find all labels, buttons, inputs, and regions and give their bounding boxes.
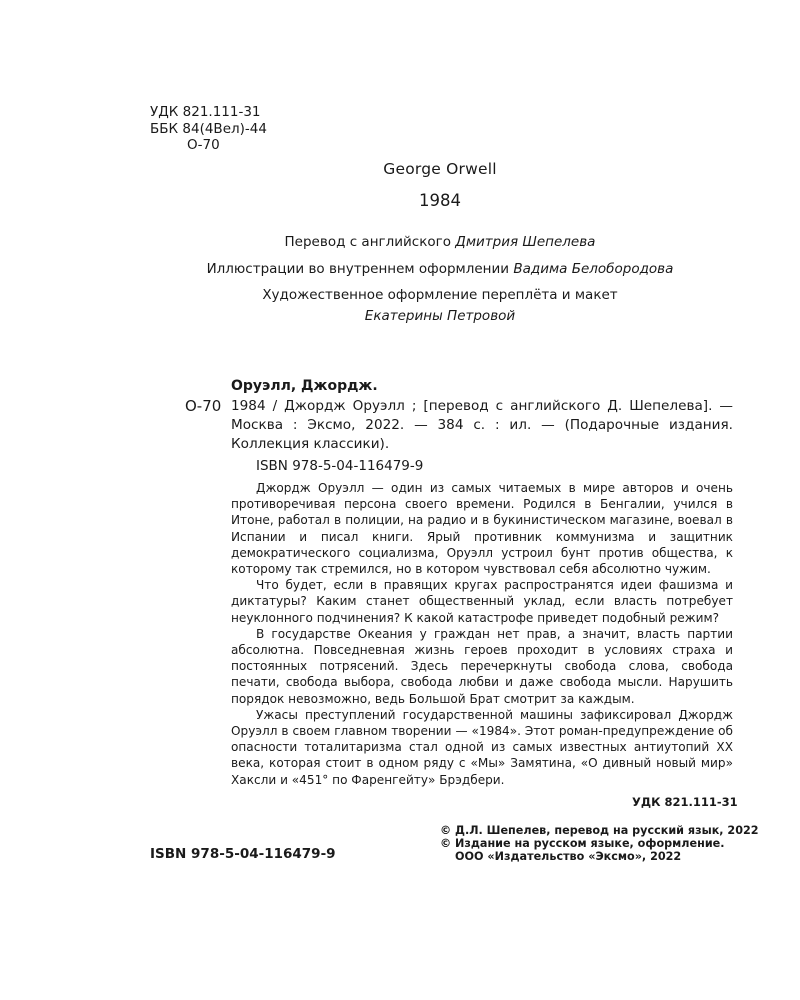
bbk-code: ББК 84(4Вел)-44 [150,120,267,137]
udk-code: УДК 821.111-31 [150,104,261,120]
footer-udk: УДК 821.111-31 [632,795,738,809]
copyright-icon: © [440,824,452,837]
bibliographic-heading: Оруэлл, Джордж. [231,378,378,394]
copyright-block [440,824,759,864]
copyright-line [440,824,759,837]
author-sign: О-70 [187,137,220,153]
book-author: George Orwell [383,160,497,178]
illustrations-credit [140,259,740,279]
annotation-paragraph: Ужасы преступлений государственной машины зафиксировал Джордж Оруэлл в своем главном творении — «1984». Этот роман-предупреждение об опасности тоталитаризма стал одной из самых известных антиутопий XX века, которая стоит в одном ряду с «Мы» Замятина, «О дивный новый мир» Хаксли и «451° по Фаренгейту» Брэдбери. [231,707,733,787]
copyright-translation: Д.Л. Шепелев, перевод на русский язык, 2022 [455,824,759,837]
annotation-paragraph: Что будет, если в правящих кругах распространятся идеи фашизма и диктатуры? Каким станет общественный уклад, если власть потребует неуклонного подчинения? К какой катастрофе приведет подобный режим? [231,578,733,625]
bibliographic-isbn: ISBN 978-5-04-116479-9 [256,458,424,474]
annotation [231,480,733,788]
design-credit: Художественное оформление переплёта и макет [262,287,618,303]
annotation-paragraph: Джордж Оруэлл — один из самых читаемых в мире авторов и очень противоречивая персона своего времени. Родился в Бенгалии, учился в Итоне, работал в полиции, на радио и в букинистическом магазине, воевал в Испании и писал книги. Ярый противник коммунизма и защитник демократического социализма, Оруэлл устроил бунт против общества, к которому так стремился, но в котором чувствовал себя абсолютно чужим. [231,481,733,577]
copyright-icon: © [440,837,452,851]
copyright-edition: Издание на русском языке, оформление. [455,837,725,851]
classification-block [150,104,267,154]
bibliographic-code: О-70 [185,397,222,415]
copyright-line [440,837,759,850]
footer-isbn: ISBN 978-5-04-116479-9 [150,846,336,862]
translation-prefix: Перевод с английского [284,234,451,250]
illustrator-name: Вадима Белобородова [513,261,674,277]
illustrations-prefix: Иллюстрации во внутреннем оформлении [206,261,510,277]
book-title: 1984 [419,191,461,210]
translation-credit [140,232,740,252]
annotation-paragraph: В государстве Океания у граждан нет прав, а значит, власть партии абсолютна. Повседневная жизнь героев проходит в условиях страха и постоянных потрясений. Здесь перечеркнуты свобода слова, свобода печати, свобода выбора, свобода любви и даже свобода мысли. Нарушить порядок невозможно, ведь Большой Брат смотрит за каждым. [231,626,733,706]
bibliographic-description: 1984 / Джордж Оруэлл ; [перевод с английского Д. Шепелева]. — Москва : Эксмо, 2022. — 384 с. : ил. — (Подарочные издания. Коллекция классики). [231,398,733,453]
designer-name: Екатерины Петровой [364,308,516,324]
copyright-publisher: ООО «Издательство «Эксмо», 2022 [455,850,682,864]
translator-name: Дмитрия Шепелева [455,234,596,250]
